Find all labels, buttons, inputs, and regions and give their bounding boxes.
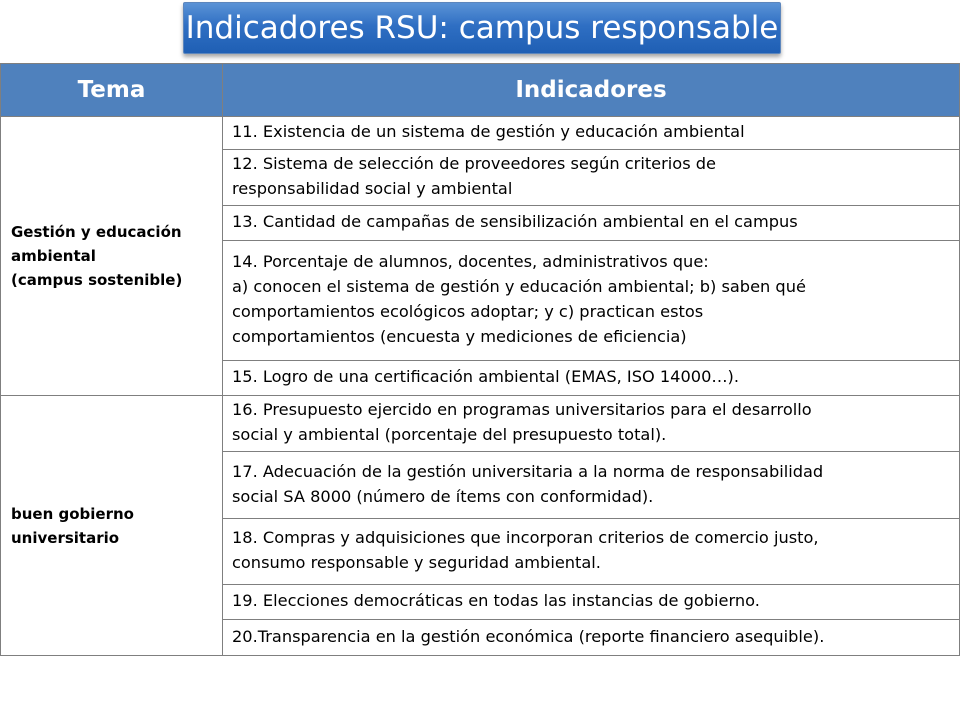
table-row (1, 117, 960, 150)
header-indicadores: Indicadores (223, 64, 960, 117)
tema-cell (1, 396, 223, 656)
indicator-cell (223, 620, 960, 656)
tema-text: ambiental (11, 247, 96, 265)
tema-text: (campus sostenible) (11, 271, 183, 289)
indicator-text: 20.Transparencia en la gestión económica (reporte financiero asequible). (232, 626, 825, 646)
tema-text: universitario (11, 528, 120, 547)
indicator-text: 17. Adecuación de la gestión universitaria a la norma de responsabilidad (232, 461, 824, 481)
indicator-cell (223, 585, 960, 620)
table-body (1, 117, 960, 656)
indicator-cell (223, 150, 960, 206)
tema-text: buen gobierno (11, 504, 134, 523)
title-banner (183, 2, 781, 54)
slide-title: Indicadores RSU: campus responsable (185, 10, 779, 46)
indicator-text: 13. Cantidad de campañas de sensibilización ambiental en el campus (232, 212, 798, 232)
indicator-cell (223, 452, 960, 519)
indicator-text: 19. Elecciones democráticas en todas las instancias de gobierno. (232, 591, 760, 611)
indicator-text: social SA 8000 (número de ítems con conformidad). (232, 486, 654, 506)
indicator-text: 15. Logro de una certificación ambiental (EMAS, ISO 14000…). (232, 367, 740, 387)
indicator-text: 12. Sistema de selección de proveedores según criterios de (232, 154, 717, 174)
indicator-text: comportamientos ecológicos adoptar; y c) practican estos (232, 302, 704, 321)
indicator-text: social y ambiental (porcentaje del presupuesto total). (232, 425, 667, 444)
indicator-text: 14. Porcentaje de alumnos, docentes, administrativos que: (232, 252, 709, 272)
indicators-table (0, 63, 960, 656)
indicator-text: 11. Existencia de un sistema de gestión y educación ambiental (232, 122, 745, 142)
indicator-cell (223, 396, 960, 452)
indicator-text: responsabilidad social y ambiental (232, 179, 513, 198)
indicator-text: comportamientos (encuesta y mediciones de eficiencia) (232, 326, 687, 346)
table-header-row (1, 64, 960, 117)
indicator-cell (223, 361, 960, 396)
table-row (1, 396, 960, 452)
indicator-text: a) conocen el sistema de gestión y educación ambiental; b) saben qué (232, 277, 806, 297)
tema-cell (1, 117, 223, 396)
indicator-cell (223, 206, 960, 241)
indicator-cell (223, 241, 960, 361)
tema-text: Gestión y educación (11, 223, 182, 241)
indicator-cell (223, 117, 960, 150)
header-tema: Tema (1, 64, 223, 117)
indicator-text: consumo responsable y seguridad ambiental. (232, 553, 601, 572)
indicator-cell (223, 519, 960, 585)
indicator-text: 18. Compras y adquisiciones que incorporan criterios de comercio justo, (232, 528, 819, 548)
indicator-text: 16. Presupuesto ejercido en programas universitarios para el desarrollo (232, 400, 812, 420)
